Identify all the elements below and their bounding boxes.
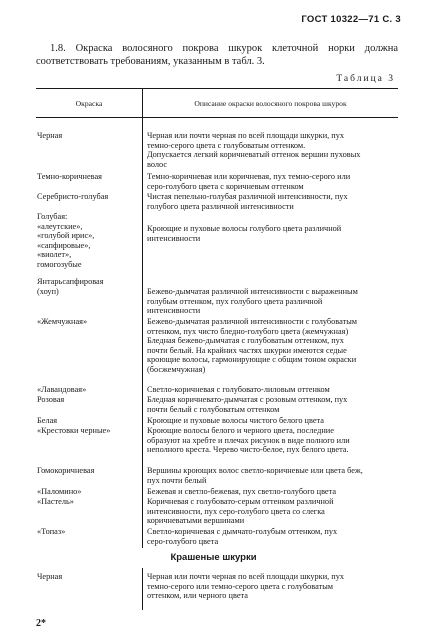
column-header-description: Описание окраски волосяного покрова шкурок [194,99,347,108]
row-name: Янтарьсапфировая (хоуп) [37,277,104,296]
row-name: «Пастель» [37,497,74,506]
section-title: Крашеные шкурки [170,552,257,563]
row-name: Черная [37,572,63,581]
row-description: Вершины кроющих волос светло-коричневые или цвета беж, пух почти белый [147,466,363,485]
row-description: Светло-коричневая с дымчато-голубым оттенком, пух серо-голубого цвета [147,527,338,546]
row-description: Светло-коричневая с голубовато-лиловым оттенком [147,385,330,394]
row-name: «Лавандовая» [37,385,87,394]
page-mark: 2* [36,618,46,629]
row-name: «Паломино» [37,487,82,496]
table-header-rule [36,117,398,118]
row-description: Черная или почти черная по всей площади шкурки, пух темно-серого цвета с голубоватым оттенком. Допускается легкий коричневатый оттенок вершин пуховых волос [147,131,361,169]
row-description: Чистая пепельно-голубая различной интенсивности, пух голубого цвета различной интенсивности [147,192,348,211]
row-name: Серебристо-голубая [37,192,109,201]
row-name: Черная [37,131,63,140]
table-top-rule [36,88,398,89]
row-name: «Крестовки черные» [37,426,111,435]
row-description: Бежево-дымчатая различной интенсивности с выраженным голубым оттенком, пух голубого цвета различной интенсивности [147,287,358,316]
row-description: Кроющие и пуховые волосы голубого цвета различной интенсивности [147,224,342,243]
row-name: Розовая [37,395,65,404]
row-description: Кроющие и пуховые волосы чистого белого цвета [147,416,324,425]
row-description: Черная или почти черная по всей площади шкурки, пух темно-серого или темно-серого цвета с голубоватым оттенком, или черного цвета [147,572,345,601]
row-name: «Топаз» [37,527,66,536]
running-title: ГОСТ 10322—71 С. 3 [301,14,401,25]
column-header-color: Окраска [75,99,103,108]
row-description: Темно-коричневая или коричневая, пух темно-серого или серо-голубого цвета с коричневым оттенком [147,172,351,191]
row-name: Темно-коричневая [37,172,102,181]
row-description: Коричневая с голубовато-серым оттенком различной интенсивности, пух серо-голубого цвета со слегка коричневатыми вершинами [147,497,334,526]
row-description: Бежевая и светло-бежевая, пух светло-голубого цвета [147,487,337,496]
row-description: Кроющие волосы белого и черного цвета, последние образуют на хребте и плечах рисунок в виде полного или неполного креста. Черево чисто-белое, пух белого цвета. [147,426,350,455]
row-description: Бледная коричневато-дымчатая с розовым оттенком, пух почти белый с голубоватым оттенком [147,395,348,414]
row-name: Гомокоричневая [37,466,95,475]
intro-paragraph: 1.8. Окраска волосяного покрова шкурок клеточной норки должна соответствовать требованиям, указанным в табл. 3. [36,43,398,67]
row-name: Белая [37,416,58,425]
row-name: Голубая: «алеутские», «голубой ирис», «сапфировые», «виолет», гомогозубые [37,212,95,269]
table-title: Таблица 3 [336,74,395,84]
row-name: «Жемчужная» [37,317,88,326]
row-description: Бежево-дымчатая различной интенсивности с голубоватым оттенком, пух чисто бледно-голубого цвета (жемчужная) Бледная бежево-дымчатая с голубоватым оттенком, пух почти белый. На крайних частях шкурки имеются седые кроющие волосы, гармонирующие с общим тоном окраски (босжемчужная) [147,317,358,374]
